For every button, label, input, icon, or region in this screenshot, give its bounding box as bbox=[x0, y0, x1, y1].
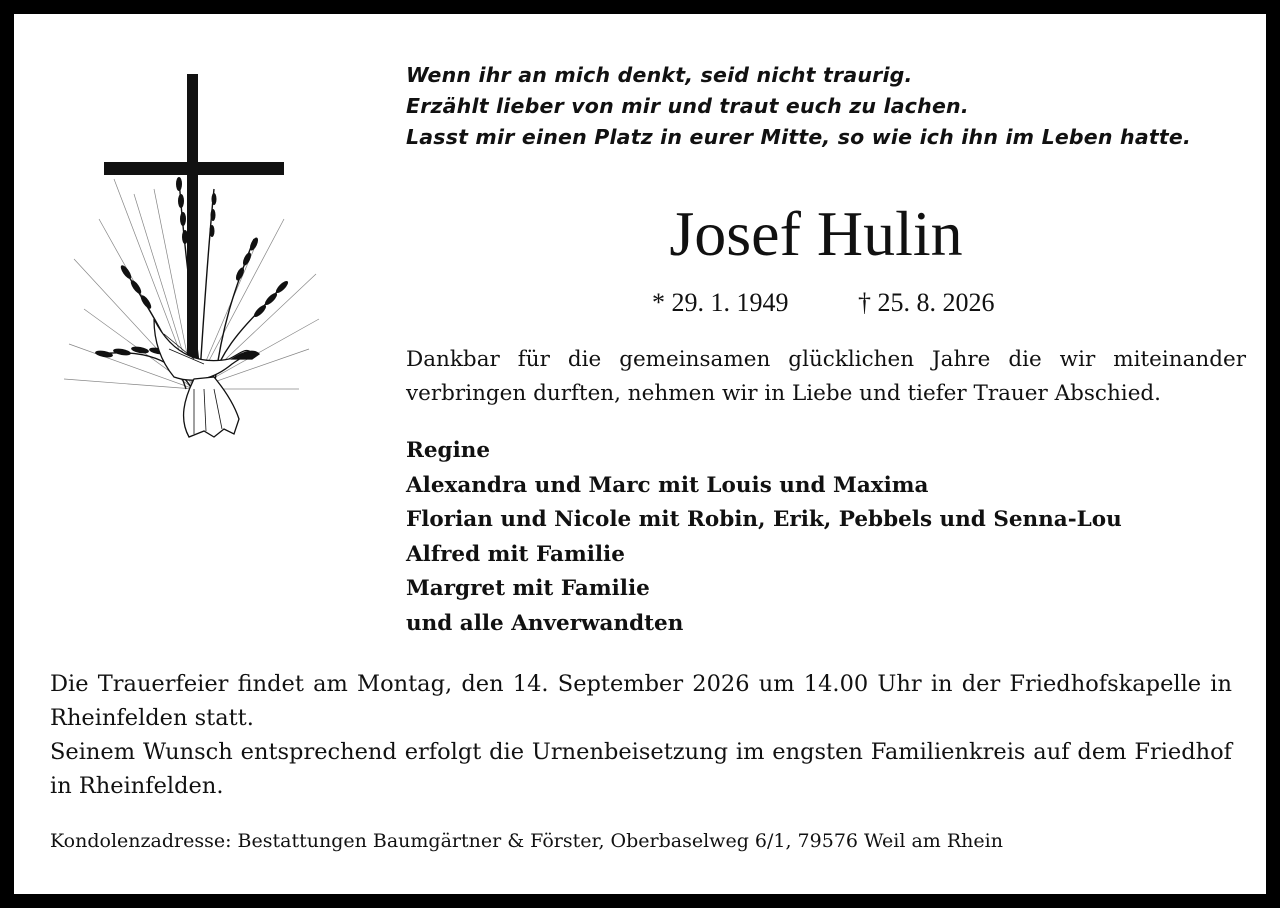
birth-date: * 29. 1. 1949 bbox=[652, 288, 789, 317]
mourner-item: Regine bbox=[406, 438, 491, 463]
deceased-name: Josef Hulin bbox=[669, 198, 963, 269]
burial-text: Seinem Wunsch entsprechend erfolgt die Urnenbeisetzung im engsten Familienkreis auf dem Friedhof in Rheinfelden. bbox=[50, 739, 1232, 799]
obituary-notice bbox=[14, 14, 1266, 894]
quote-line: Erzählt lieber von mir und traut euch zu lachen. bbox=[406, 94, 969, 118]
mourner-item: Florian und Nicole mit Robin, Erik, Pebbels und Senna-Lou bbox=[406, 507, 1122, 532]
cross-dove-wheat-icon bbox=[54, 59, 324, 449]
quote-line: Wenn ihr an mich denkt, seid nicht traurig. bbox=[406, 63, 913, 87]
ceremony-text: Die Trauerfeier findet am Montag, den 14. September 2026 um 14.00 Uhr in der Friedhofskapelle in Rheinfelden statt. bbox=[50, 671, 1232, 731]
death-date: † 25. 8. 2026 bbox=[858, 288, 995, 317]
mourner-item: und alle Anverwandten bbox=[406, 610, 684, 636]
mourner-item: Margret mit Familie bbox=[406, 576, 650, 601]
mourners-list bbox=[406, 434, 1246, 641]
service-info bbox=[50, 667, 1232, 803]
condolence-address: Kondolenzadresse: Bestattungen Baumgärtner & Förster, Oberbaselweg 6/1, 79576 Weil am Rhein bbox=[50, 830, 1003, 852]
mourner-item: Alfred mit Familie bbox=[406, 541, 625, 567]
mourner-item: Alexandra und Marc mit Louis und Maxima bbox=[406, 472, 929, 498]
memorial-quote bbox=[406, 60, 1246, 153]
quote-line: Lasst mir einen Platz in eurer Mitte, so wie ich ihn im Leben hatte. bbox=[406, 125, 1191, 149]
thanks-text: Dankbar für die gemeinsamen glücklichen Jahre die wir miteinander verbringen durften, nehmen wir in Liebe und tiefer Trauer Abschied. bbox=[406, 347, 1246, 406]
